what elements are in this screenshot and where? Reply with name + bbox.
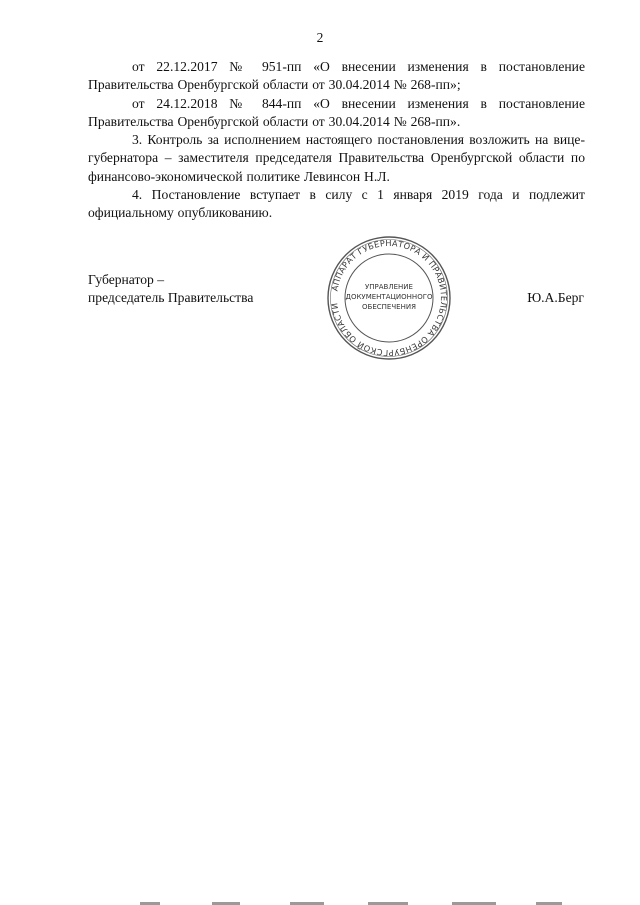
stamp-center-line-1: УПРАВЛЕНИЕ	[365, 283, 413, 291]
official-seal-stamp	[325, 234, 453, 362]
paragraph-amendment-2017: от 22.12.2017 № 951-пп «О внесении изменения в постановление Правительства Оренбургской области от 30.04.2014 № 268-пп»;	[88, 59, 585, 93]
paragraph-amendment-2018: от 24.12.2018 № 844-пп «О внесении изменения в постановление Правительства Оренбургской области от 30.04.2014 № 268-пп».	[88, 95, 585, 129]
signatory-name: Ю.А.Берг	[527, 290, 584, 305]
cropped-footer-marks	[140, 901, 590, 905]
paragraph-effective-date: 4. Постановление вступает в силу с 1 января 2019 года и подлежит официальному опубликованию.	[88, 187, 585, 221]
stamp-center-line-3: ОБЕСПЕЧЕНИЯ	[362, 303, 416, 311]
stamp-center-line-2: ДОКУМЕНТАЦИОННОГО	[345, 293, 433, 301]
document-body	[88, 58, 585, 223]
paragraph-control-clause: 3. Контроль за исполнением настоящего постановления возложить на вице-губернатора – заместителя председателя Правительства Оренбургской области по финансово-экономической политике Левинсон Н.Л.	[88, 132, 585, 184]
page-number: 2	[316, 30, 324, 45]
signatory-title-line-1: Губернатор –	[88, 272, 165, 287]
signatory-title	[88, 271, 253, 308]
stamp-ring-text: АППАРАТ ГУБЕРНАТОРА И ПРАВИТЕЛЬСТВА ОРЕНБУРГСКОЙ ОБЛАСТИ	[329, 237, 450, 359]
signatory-title-line-2: председатель Правительства	[88, 290, 254, 306]
